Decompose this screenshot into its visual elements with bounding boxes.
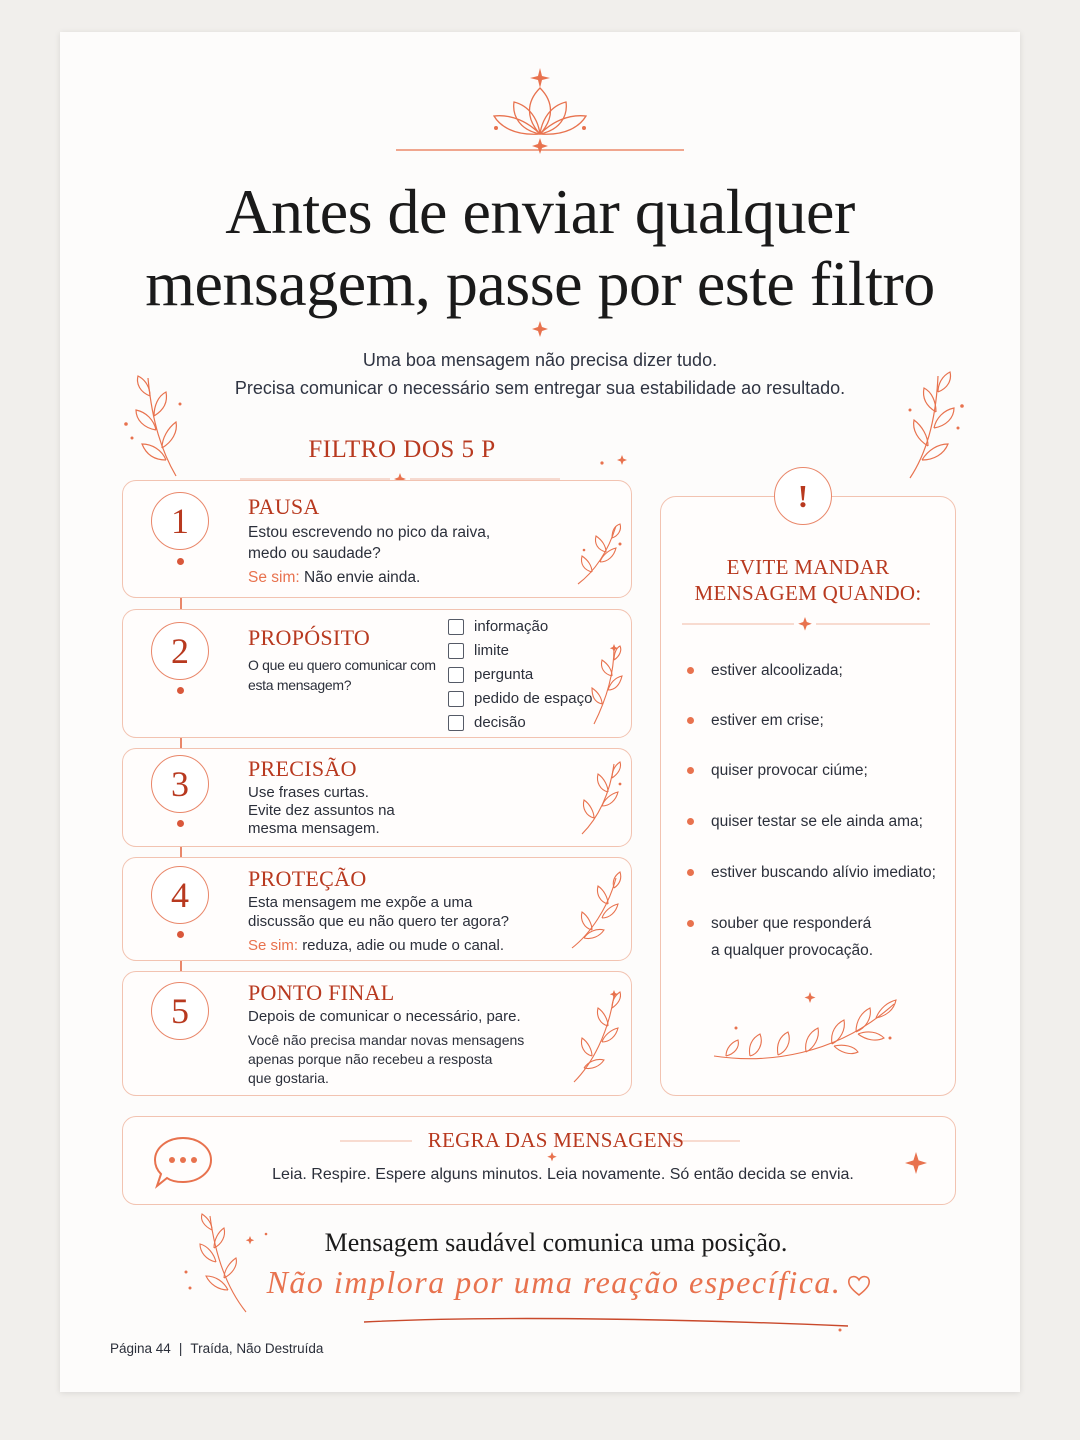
connector-dot xyxy=(177,931,184,938)
note-label: Se sim: xyxy=(248,569,300,586)
leaf-sprig-icon xyxy=(118,372,188,480)
option-decisao[interactable] xyxy=(448,714,526,731)
checkbox[interactable] xyxy=(448,643,464,659)
leaf-sprig-icon xyxy=(574,522,624,588)
checkbox[interactable] xyxy=(448,619,464,635)
step-number: 1 xyxy=(151,492,209,550)
option-label: informação xyxy=(474,618,549,635)
step-note xyxy=(248,936,504,955)
closing-line-2: Não implora por uma reação específica. xyxy=(266,1264,842,1300)
heart-icon xyxy=(846,1274,872,1298)
avoid-item-line: a qualquer provocação. xyxy=(711,942,874,959)
subtitle-line-2: Precisa comunicar o necessário sem entregar sua estabilidade ao resultado. xyxy=(234,378,846,398)
step-title: PAUSA xyxy=(248,494,320,519)
sparkle-icon xyxy=(596,453,630,467)
step-title: PRECISÃO xyxy=(248,756,357,781)
closing-line-1: Mensagem saudável comunica uma posição. xyxy=(324,1228,788,1257)
exclamation-badge xyxy=(774,467,832,525)
footer-separator: | xyxy=(178,1341,183,1356)
avoid-item-text: quiser testar se ele ainda ama; xyxy=(711,813,923,830)
sparkle-icon xyxy=(905,1152,927,1174)
step-text-line: Use frases curtas. xyxy=(248,784,369,801)
footer xyxy=(110,1341,323,1356)
checkbox[interactable] xyxy=(448,667,464,683)
step-title: PROPÓSITO xyxy=(248,625,371,650)
step-number: 3 xyxy=(151,755,209,813)
step-text-line: Evite dez assuntos na xyxy=(248,802,395,819)
connector-dot xyxy=(177,687,184,694)
avoid-item-line: souber que responderá xyxy=(711,915,872,932)
leaf-sprig-icon xyxy=(570,990,624,1086)
avoid-item-text: quiser provocar ciúme; xyxy=(711,762,868,779)
step-number: 5 xyxy=(151,982,209,1040)
avoid-item xyxy=(687,859,936,886)
checkbox[interactable] xyxy=(448,715,464,731)
rule-text: Leia. Respire. Espere alguns minutos. Leia novamente. Só então decida se envia. xyxy=(272,1166,854,1183)
step-number: 4 xyxy=(151,866,209,924)
avoid-item-text: estiver buscando alívio imediato; xyxy=(711,864,936,881)
avoid-item-text: estiver alcoolizada; xyxy=(711,662,843,679)
note-label: Se sim: xyxy=(248,937,299,954)
note-text: Não envie ainda. xyxy=(304,569,421,586)
page-title-line-1: Antes de enviar qualquer xyxy=(225,176,855,247)
option-label: pergunta xyxy=(474,666,534,683)
checkbox[interactable] xyxy=(448,691,464,707)
exclamation-icon: ! xyxy=(797,477,809,514)
leaf-sprig-icon xyxy=(568,872,624,952)
filter-heading: FILTRO DOS 5 P xyxy=(308,436,496,463)
avoid-item xyxy=(687,707,824,734)
avoid-item xyxy=(687,757,868,784)
connector-dot xyxy=(177,820,184,827)
leaf-sprig-icon xyxy=(588,644,624,728)
book-title: Traída, Não Destruída xyxy=(190,1341,324,1356)
page-title-line-2: mensagem, passe por este filtro xyxy=(145,248,935,319)
step-text-line: Esta mensagem me expõe a uma xyxy=(248,894,473,911)
step-text-line: apenas porque não recebeu a resposta xyxy=(248,1051,493,1067)
option-label: pedido de espaço xyxy=(474,690,593,707)
step-text-line: Estou escrevendo no pico da raiva, xyxy=(248,524,491,541)
step-text-line: discussão que eu não quero ter agora? xyxy=(248,913,510,930)
page-number: Página 44 xyxy=(110,1341,171,1356)
avoid-item xyxy=(687,808,923,835)
option-limite[interactable] xyxy=(448,642,509,659)
heading-divider xyxy=(682,617,930,631)
sparkle-icon xyxy=(532,321,548,337)
leaf-sprig-icon xyxy=(900,370,970,482)
subtitle-line-1: Uma boa mensagem não precisa dizer tudo. xyxy=(362,350,718,370)
step-note xyxy=(248,567,420,588)
step-number: 2 xyxy=(151,622,209,680)
avoid-item-text xyxy=(711,910,873,964)
underline-flourish xyxy=(360,1308,860,1332)
step-text-line: esta mensagem? xyxy=(248,677,352,693)
option-label: decisão xyxy=(474,714,526,731)
step-text-line: Você não precisa mandar novas mensagens xyxy=(248,1032,525,1048)
step-text-line: mesma mensagem. xyxy=(248,820,380,837)
chat-bubble-icon xyxy=(151,1134,215,1190)
avoid-item xyxy=(687,910,873,964)
step-text-line: medo ou saudade? xyxy=(248,545,381,562)
connector-dot xyxy=(177,558,184,565)
avoid-heading-line-1: EVITE MANDAR xyxy=(726,555,890,579)
option-pedido-de-espaco[interactable] xyxy=(448,690,592,707)
option-label: limite xyxy=(474,642,510,659)
rule-heading: REGRA DAS MENSAGENS xyxy=(427,1128,685,1152)
leaf-sprig-icon xyxy=(576,760,624,838)
step-text-line: que gostaria. xyxy=(248,1070,329,1086)
lotus-ornament-icon xyxy=(396,64,684,160)
avoid-item-text: estiver em crise; xyxy=(711,712,824,729)
avoid-item xyxy=(687,657,843,684)
option-informacao[interactable] xyxy=(448,618,548,635)
laurel-ornament-icon xyxy=(706,992,902,1072)
note-text: reduza, adie ou mude o canal. xyxy=(302,937,504,954)
step-text-line: O que eu quero comunicar com xyxy=(248,657,436,673)
avoid-heading-line-2: MENSAGEM QUANDO: xyxy=(694,581,922,605)
step-text-line: Depois de comunicar o necessário, pare. xyxy=(248,1008,521,1025)
step-title: PROTEÇÃO xyxy=(248,866,367,891)
option-pergunta[interactable] xyxy=(448,666,533,683)
step-title: PONTO FINAL xyxy=(248,980,395,1005)
